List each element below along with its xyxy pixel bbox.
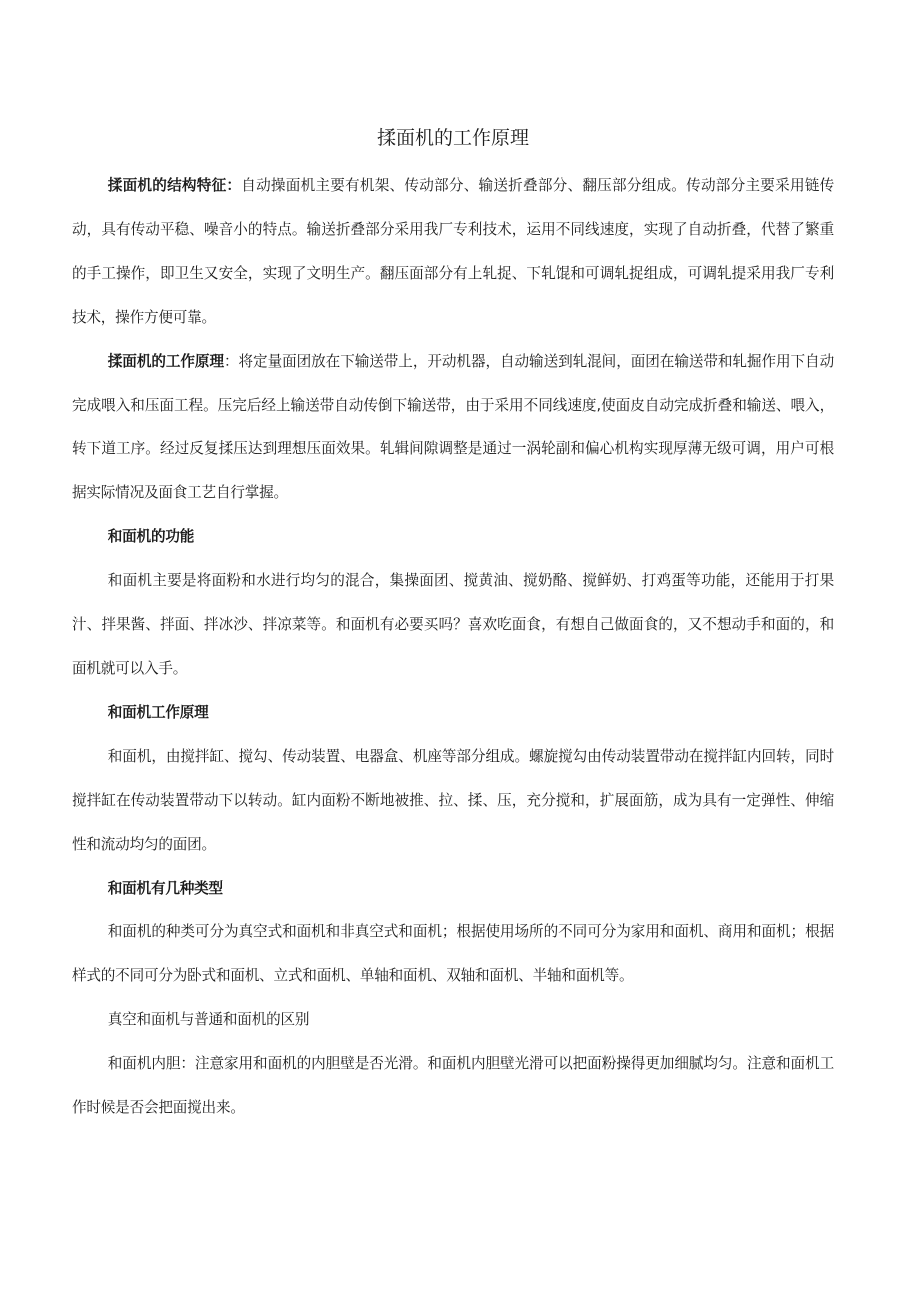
section-separator: ：: [226, 177, 242, 194]
section-structure: [72, 164, 834, 340]
section-body-mixer-principle: 和面机，由搅拌缸、搅勾、传动装置、电器盒、机座等部分组成。螺旋搅勾由传动装置带动在搅拌缸内回转，同时搅拌缸在传动装置带动下以转动。缸内面粉不断地被推、拉、揉、压，充分搅和，扩展面筋，成为具有一定弹性、伸缩性和流动均匀的面团。: [72, 747, 834, 853]
section-body: 自动操面机主要有机架、传动部分、输送折叠部分、翻压部分组成。传动部分主要采用链传动，具有传动平稳、噪音小的特点。输送折叠部分采用我厂专利技术，运用不同线速度，实现了自动折叠，代替了繁重的手工操作，即卫生又安全，实现了文明生产。翻压面部分有上轧捉、下轧馄和可调轧捉组成，可调轧提采用我厂专利技术，操作方便可靠。: [72, 177, 834, 326]
section-lead: 揉面机的结构特征: [107, 177, 227, 194]
section-working-principle: [72, 340, 834, 516]
section-separator: ：: [223, 352, 239, 370]
section-body: 将定量面团放在下输送带上，开动机器，自动输送到轧混间，面团在输送带和轧掘作用下自动完成喂入和压面工程。压完后经上输送带自动传倒下输送带，由于采用不同线速度,使面皮自动完成折叠和输送、喂入，转下道工序。经过反复揉压达到理想压面效果。轧辑间隙调整是通过一涡轮副和偏心机构实现厚薄无级可调，用户可根据实际情况及面食工艺自行掌握。: [72, 352, 834, 502]
section-lead: 揉面机的工作原理: [107, 352, 224, 370]
section-heading-vacuum-difference: 真空和面机与普通和面机的区别: [107, 1011, 310, 1029]
section-body-types: 和面机的种类可分为真空式和面机和非真空式和面机；根据使用场所的不同可分为家用和面机、商用和面机；根据样式的不同可分为卧式和面机、立式和面机、单轴和面机、双轴和面机、半轴和面机等。: [72, 923, 834, 985]
page-title: 揉面机的工作原理: [376, 127, 529, 149]
section-body-functions: 和面机主要是将面粉和水进行均匀的混合，集操面团、搅黄油、搅奶酪、搅鲜奶、打鸡蛋等功能，还能用于打果汁、拌果酱、拌面、拌冰沙、拌凉菜等。和面机有必要买吗？喜欢吃面食，有想自己做面食的，又不想动手和面的，和面机就可以入手。: [72, 572, 834, 677]
section-heading-functions: 和面机的功能: [107, 528, 195, 546]
section-body-vacuum-difference: 和面机内胆：注意家用和面机的内胆壁是否光滑。和面机内胆壁光滑可以把面粉操得更加细腻均匀。注意和面机工作时候是否会把面搅出来。: [72, 1055, 834, 1117]
section-heading-types: 和面机有几种类型: [107, 879, 223, 897]
section-heading-mixer-principle: 和面机工作原理: [107, 703, 209, 721]
